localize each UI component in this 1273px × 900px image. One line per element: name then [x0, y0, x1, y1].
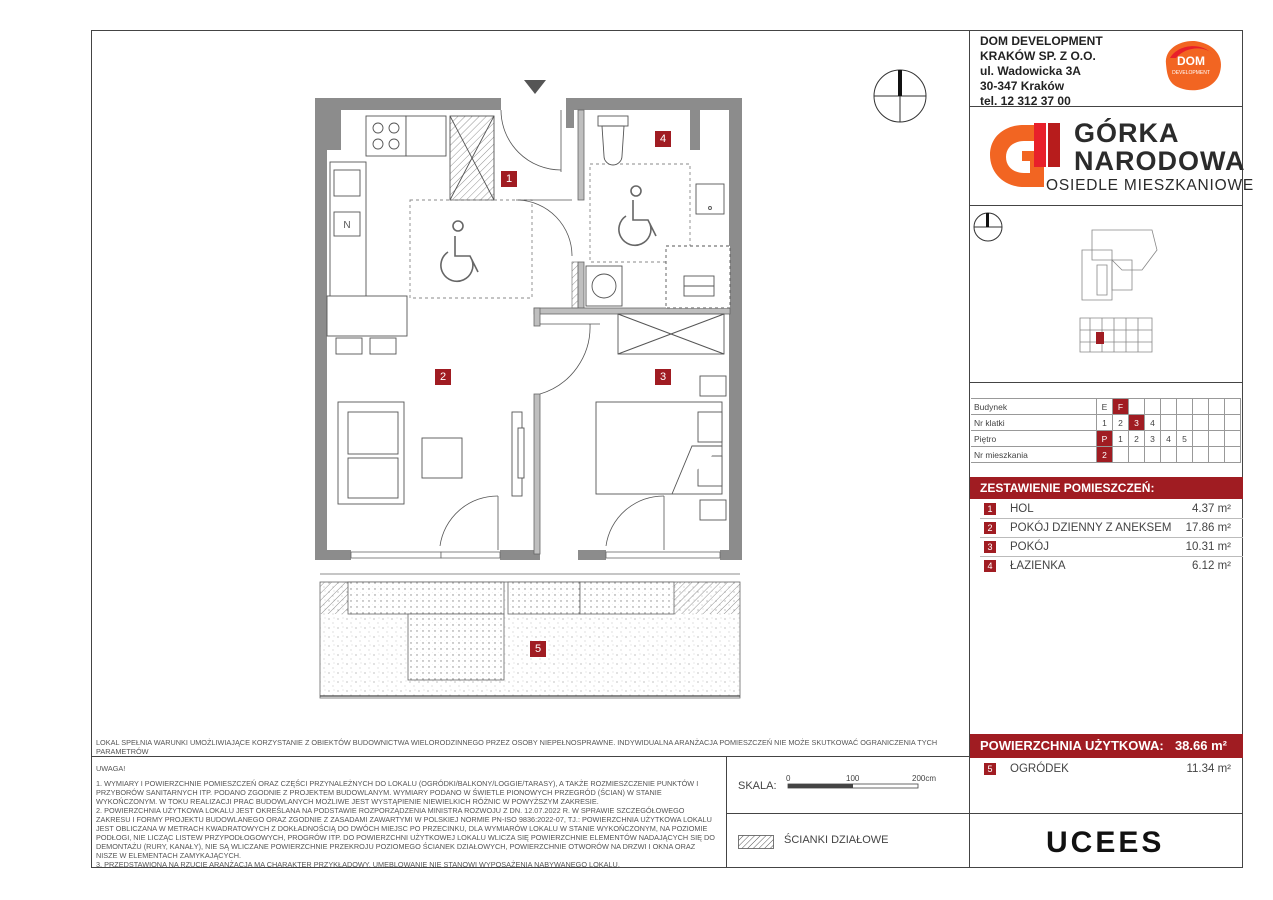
info-cell — [1177, 399, 1193, 415]
room-number: 4 — [984, 560, 996, 572]
info-cell — [1145, 447, 1161, 463]
info-cell — [1161, 399, 1177, 415]
plan-tag-4: 4 — [655, 131, 671, 147]
floor-plan — [300, 76, 760, 716]
plan-tag-2: 2 — [435, 369, 451, 385]
remarks — [96, 764, 716, 869]
company-address — [980, 34, 1103, 109]
info-row-klatka — [971, 415, 1241, 431]
svg-text:DEVELOPMENT: DEVELOPMENT — [1172, 70, 1210, 76]
divider-project — [969, 205, 1243, 206]
partition-wall-legend-icon — [738, 835, 774, 849]
project-subtitle: OSIEDLE MIESZKANIOWE — [1046, 177, 1255, 194]
info-cell: P — [1097, 431, 1113, 447]
info-cell — [1113, 447, 1129, 463]
info-cell — [1193, 399, 1209, 415]
total-value: 38.66 m² — [1174, 738, 1227, 753]
project-name-line2: NARODOWA — [1074, 146, 1246, 176]
plan-tag-5: 5 — [530, 641, 546, 657]
key-plan — [972, 210, 1242, 380]
info-cell — [1161, 415, 1177, 431]
svg-text:200cm: 200cm — [912, 774, 937, 783]
room-row — [970, 557, 1243, 576]
divider-keyplan — [969, 382, 1243, 383]
room-number: 2 — [984, 522, 996, 534]
room-row — [970, 538, 1243, 557]
north-arrow-icon — [872, 66, 928, 126]
info-cell — [1177, 447, 1193, 463]
room-area: 6.12 m² — [1192, 560, 1231, 572]
info-row-pietro — [971, 431, 1241, 447]
plan-tag-1: 1 — [501, 171, 517, 187]
room-number: 1 — [984, 503, 996, 515]
info-cell — [1129, 447, 1145, 463]
total-area-bar — [970, 734, 1243, 758]
info-cell: 5 — [1177, 431, 1193, 447]
info-cell: 2 — [1097, 447, 1113, 463]
info-cell: 1 — [1097, 415, 1113, 431]
extra-room-row — [970, 760, 1243, 779]
remark-3: 3. PRZEDSTAWIONA NA RZUCIE ARANŻACJA MA CHARAKTER PRZYKŁADOWY, UMEBLOWANIE NIE STANOWI WYPOSAŻENIA NABYWANEGO LOKALU. — [96, 860, 620, 869]
info-cell: 4 — [1145, 415, 1161, 431]
room-number: 5 — [984, 763, 996, 775]
room-name: ŁAZIENKA — [1010, 560, 1066, 572]
info-cell: 1 — [1113, 431, 1129, 447]
legend-label: ŚCIANKI DZIAŁOWE — [784, 834, 889, 846]
info-cell — [1193, 447, 1209, 463]
room-area: 11.34 m² — [1186, 763, 1231, 775]
info-label: Nr klatki — [971, 415, 1097, 431]
info-cell — [1225, 447, 1241, 463]
info-row-budynek — [971, 399, 1241, 415]
info-label: Nr mieszkania — [971, 447, 1097, 463]
room-area: 10.31 m² — [1185, 541, 1231, 553]
room-area: 4.37 m² — [1192, 503, 1231, 515]
company-city: 30-347 Kraków — [980, 79, 1065, 93]
info-cell — [1209, 399, 1225, 415]
room-name: HOL — [1010, 503, 1034, 515]
info-cell: E — [1097, 399, 1113, 415]
info-cell: 2 — [1113, 415, 1129, 431]
info-cell: 2 — [1129, 431, 1145, 447]
room-row — [970, 500, 1243, 519]
plan-tag-3: 3 — [655, 369, 671, 385]
info-cell — [1145, 399, 1161, 415]
scale-bar — [784, 772, 954, 794]
info-cell — [1209, 415, 1225, 431]
info-cell: 3 — [1129, 415, 1145, 431]
svg-text:0: 0 — [786, 774, 791, 783]
room-name: POKÓJ — [1010, 541, 1049, 553]
rooms-header: ZESTAWIENIE POMIESZCZEŃ: — [970, 477, 1243, 499]
total-label: POWIERZCHNIA UŻYTKOWA: — [980, 738, 1164, 753]
info-table — [971, 398, 1241, 463]
company-name-2: KRAKÓW SP. Z O.O. — [980, 49, 1096, 63]
divider-notes-vertical — [726, 756, 727, 868]
room-name: POKÓJ DZIENNY Z ANEKSEM — [1010, 522, 1172, 534]
remark-1: 1. WYMIARY I POWIERZCHNIE POMIESZCZEŃ ORAZ CZĘŚCI PRZYNALEŻNYCH DO LOKALU (OGRÓDKI/BALKONY/LOGGIE/TARASY), A TAKŻE ROZMIESZCZENIE PUNKTÓW I PRZYBORÓW SANITARNYCH ITP. PODANO ZGODNIE Z PROJEKTEM BUDOWLANYM. WYMIARY PODANO W ŚWIETLE PIONOWYCH PRZEGRÓD (ŚCIAN) W STANIE WYKOŃCZONYM. W TOKU REALIZACJI PRAC BUDOWLANYCH MOŻLIWE JEST WYSTĄPIENIE NIEWIELKICH RÓŻNIC W POWYŻSZYM ZAKRESIE. — [96, 779, 699, 806]
company-phone: tel. 12 312 37 00 — [980, 94, 1071, 108]
room-row — [970, 519, 1243, 538]
room-name: OGRÓDEK — [1010, 763, 1069, 775]
room-number: 3 — [984, 541, 996, 553]
info-cell: 4 — [1161, 431, 1177, 447]
info-label: Piętro — [971, 431, 1097, 447]
info-cell — [1209, 431, 1225, 447]
brand-text: UCEES — [1046, 826, 1165, 859]
company-street: ul. Wadowicka 3A — [980, 64, 1081, 78]
info-cell — [1209, 447, 1225, 463]
remarks-title: UWAGA! — [96, 764, 126, 773]
project-name-line1: GÓRKA — [1074, 118, 1180, 148]
info-cell — [1161, 447, 1177, 463]
info-cell — [1225, 431, 1241, 447]
info-cell: 3 — [1145, 431, 1161, 447]
ucees-logo — [1046, 826, 1164, 860]
info-row-mieszkanie — [971, 447, 1241, 463]
divider-total — [969, 813, 1243, 814]
accessibility-note: LOKAL SPEŁNIA WARUNKI UMOŻLIWIAJĄCE KORZYSTANIE Z OBIEKTÓW BUDOWNICTWA WIELORODZINNEGO PRZEZ OSOBY NIEPEŁNOSPRAWNE. INDYWIDUALNA ARANŻACJA POMIESZCZEŃ NIE MOŻE SKUTKOWAĆ OGRANICZENIA TYCH PARAMETRÓW — [96, 738, 938, 756]
dom-development-logo — [1156, 36, 1226, 94]
info-cell — [1193, 415, 1209, 431]
remark-2: 2. POWIERZCHNIA UŻYTKOWA LOKALU JEST OKREŚLANA NA PODSTAWIE ROZPORZĄDZENIA MINISTRA ROZWOJU Z DN. 12.07.2022 R. W SPRAWIE SZCZEGÓŁOWEGO ZAKRESU I FORMY PROJEKTU BUDOWLANEGO ORAZ ZGODNIE Z ZASADAMI ZAWARTYMI W POLSKIEJ NORMIE PN-ISO 9836:2022-07, TJ.: POWIERZCHNIA UŻYTKOWA LOKALU JEST OBLICZANA W METRACH KWADRATOWYCH Z DOKŁADNOŚCIĄ DO DWÓCH MIEJSC PO PRZECINKU, DLA WYMIARÓW LOKALU W STANIE WYKOŃCZONYM, NA POZIOMIE PODŁOGI, NIE LICZĄC LISTEW PRZYPODŁOGOWYCH, PROGRÓW ITP. DO POWIERZCHNI UŻYTKOWEJ LOKALU WLICZA SIĘ POWIERZCHNIE ELEMENTÓW NADAJĄCYCH SIĘ DO DEMONTAŻU (RURY, KANAŁY), NIE SĄ WLICZANE POWIERZCHNIE PRZEKROJU POZIOMEGO ŚCIANEK DZIAŁOWYCH, POWIERZCHNIE OTWORÓW NA DRZWI I OKNA ORAZ NISZE W ELEMENTACH ZAMYKAJĄCYCH. — [96, 806, 715, 860]
svg-text:N: N — [343, 220, 351, 231]
room-area: 17.86 m² — [1185, 522, 1231, 534]
info-cell — [1177, 415, 1193, 431]
info-label: Budynek — [971, 399, 1097, 415]
divider-notes — [91, 756, 969, 757]
scale-label: SKALA: — [738, 780, 777, 792]
info-cell — [1225, 399, 1241, 415]
svg-text:DOM: DOM — [1177, 54, 1205, 68]
company-name: DOM DEVELOPMENT — [980, 34, 1103, 48]
svg-text:100: 100 — [846, 774, 860, 783]
info-cell — [1193, 431, 1209, 447]
info-cell — [1225, 415, 1241, 431]
info-cell — [1129, 399, 1145, 415]
info-cell: F — [1113, 399, 1129, 415]
